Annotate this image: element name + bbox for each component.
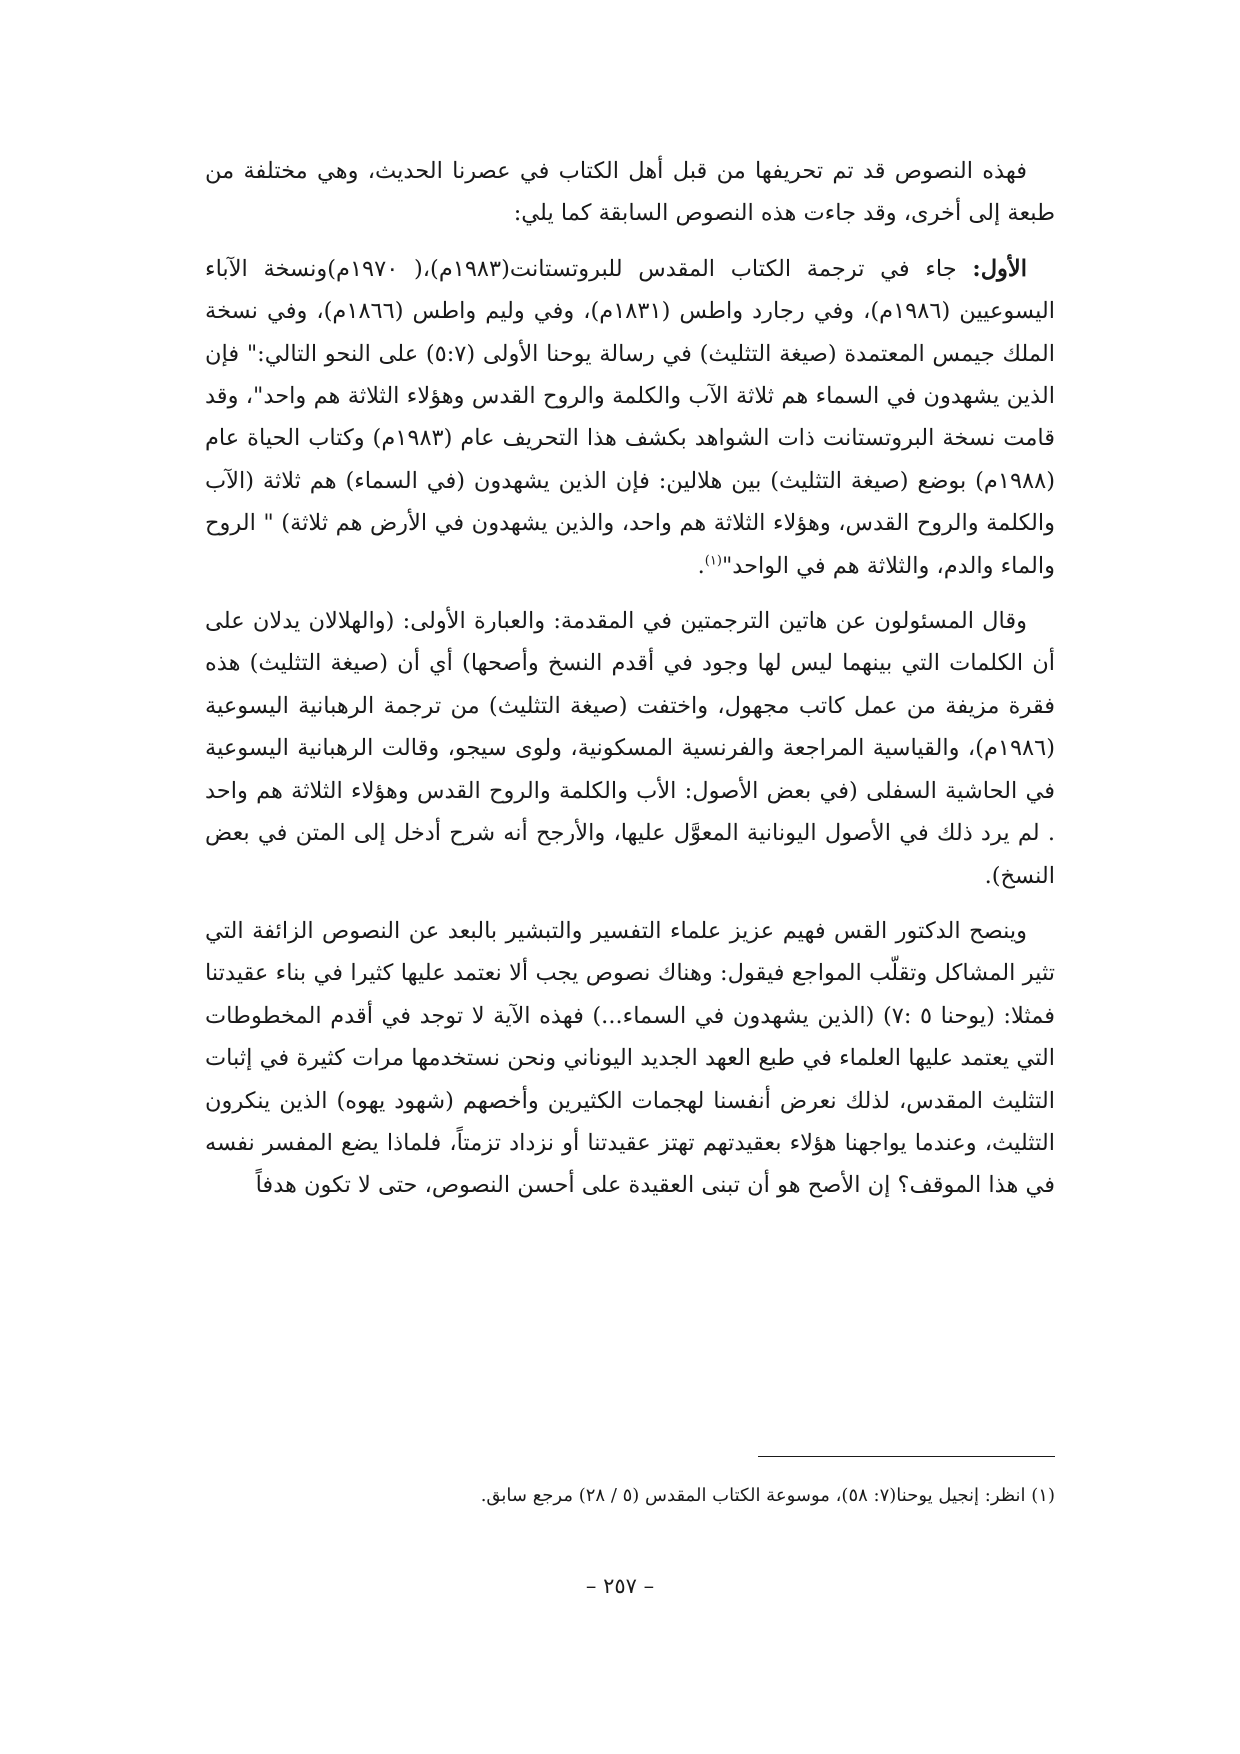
main-text: [205, 150, 1055, 1220]
page-number: – ٢٥٧ –: [585, 1574, 655, 1598]
paragraph-1: فهذه النصوص قد تم تحريفها من قبل أهل الكتاب في عصرنا الحديث، وهي مختلفة من طبعة إلى أخرى، وقد جاءت هذه النصوص السابقة كما يلي:: [205, 158, 1055, 227]
paragraph-2-end: .: [697, 552, 705, 579]
paragraph-4: وينصح الدكتور القس فهيم عزيز علماء التفسير والتبشير بالبعد عن النصوص الزائفة التي تثير المشاكل وتقلّب المواجع فيقول: وهناك نصوص يجب ألا نعتمد عليها كثيرا في بناء عقيدتنا فمثلا: (يوحنا ٥ :٧) (الذين يشهدون في السماء...) فهذه الآية لا توجد في أقدم المخطوطات التي يعتمد عليها العلماء في طبع العهد الجديد اليوناني ونحن نستخدمها مرات كثيرة في إثبات التثليث المقدس، لذلك نعرض أنفسنا لهجمات الكثيرين وأخصهم (شهود يهوه) الذين ينكرون التثليث، وعندما يواجهنا هؤلاء بعقيدتهم تهتز عقيدتنا أو نزداد تزمتاً، فلماذا يضع المفسر نفسه في هذا الموقف؟ إن الأصح هو أن تبنى العقيدة على أحسن النصوص، حتى لا تكون هدفاً: [205, 917, 1055, 1199]
footnote-reference[interactable]: (١): [704, 553, 722, 569]
paragraph-2-lead: الأول:: [972, 255, 1027, 282]
paragraph-2: [205, 248, 1055, 587]
paragraph-2-text: جاء في ترجمة الكتاب المقدس للبروتستانت(١٩٨٣م)،( ١٩٧٠م)ونسخة الآباء اليسوعيين (١٩٨٦م)، وفي رجارد واطس (١٨٣١م)، وفي وليم واطس (١٨٦٦م)، وفي نسخة الملك جيمس المعتمدة (صيغة التثليث) في رسالة يوحنا الأولى (٥:٧) على النحو التالي:" فإن الذين يشهدون في السماء هم ثلاثة الآب والكلمة والروح القدس وهؤلاء الثلاثة هم واحد"، وقد قامت نسخة البروتستانت ذات الشواهد بكشف هذا التحريف عام (١٩٨٣م) وكتاب الحياة عام (١٩٨٨م) بوضع (صيغة التثليث) بين هلالين: فإن الذين يشهدون (في السماء) هم ثلاثة (الآب والكلمة والروح القدس، وهؤلاء الثلاثة هم واحد، والذين يشهدون في الأرض هم ثلاثة) " الروح والماء والدم، والثلاثة هم في الواحد": [205, 255, 1055, 579]
footnote: (١) انظر: إنجيل يوحنا(٧: ٥٨)، موسوعة الكتاب المقدس (٥ / ٢٨) مرجع سابق.: [480, 1485, 1055, 1506]
paragraph-3: وقال المسئولون عن هاتين الترجمتين في المقدمة: والعبارة الأولى: (والهلالان يدلان على أن الكلمات التي بينهما ليس لها وجود في أقدم النسخ وأصحها) أي أن (صيغة التثليث) هذه فقرة مزيفة من عمل كاتب مجهول، واختفت (صيغة التثليث) من ترجمة الرهبانية اليسوعية (١٩٨٦م)، والقياسية المراجعة والفرنسية المسكونية، ولوى سيجو، وقالت الرهبانية اليسوعية في الحاشية السفلى (في بعض الأصول: الأب والكلمة والروح القدس وهؤلاء الثلاثة هم واحد . لم يرد ذلك في الأصول اليونانية المعوَّل عليها، والأرجح أنه شرح أدخل إلى المتن في بعض النسخ).: [205, 608, 1055, 889]
footnote-divider: [758, 1456, 1055, 1457]
